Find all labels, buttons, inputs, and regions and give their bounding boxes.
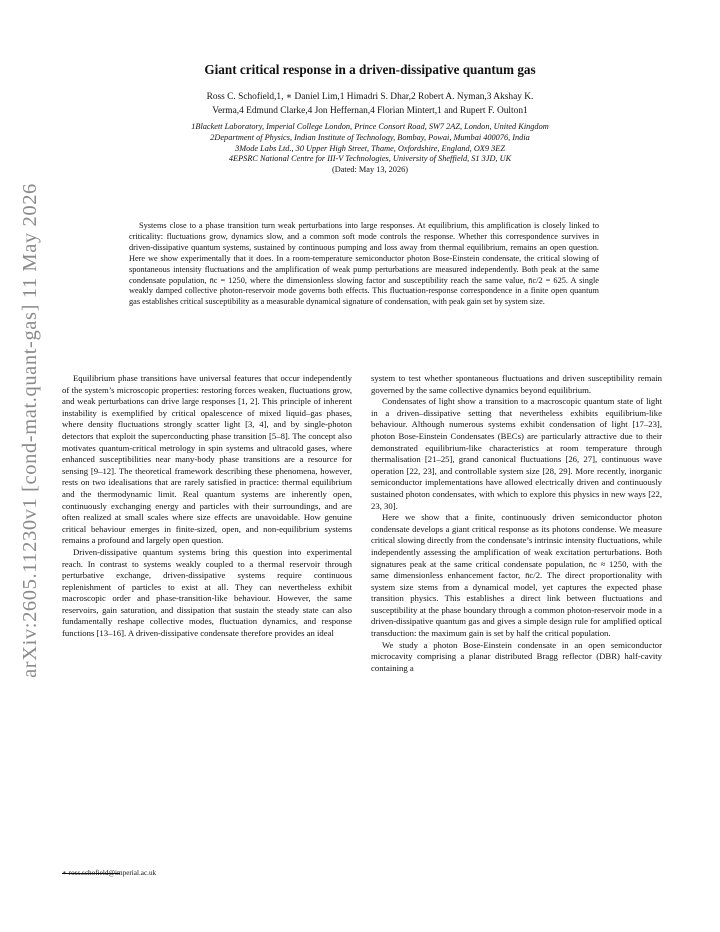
body-column-right	[371, 373, 662, 674]
paper-title: Giant critical response in a driven-dissipative quantum gas	[204, 62, 536, 77]
body-paragraph: Here we show that a finite, continuously driven semiconductor photon condensate develops a giant critical response as its photons condense. We measure critical slowing directly from the condensate’s intrinsic intensity fluctuations, while independently assessing the amplification of weak excitation perturbations. Both signatures peak at the same critical condensate population, n̄c ≈ 1250, with the same dimensionless enhancement factor, n̄c/2. The direct proportionality with system size stems from a dynamical model, yet captures the expected phase transition physics. This establishes a direct link between fluctuations and susceptibility at the phase boundary through a common photon-reservoir mode in a driven-dissipative quantum gas and gives a simple design rule for amplified optical transduction: the maximum gain is set by half the critical population.	[371, 512, 662, 639]
body-paragraph: We study a photon Bose-Einstein condensate in an open semiconductor microcavity comprising a planar distributed Bragg reflector (DBR) half-cavity containing a	[371, 639, 662, 673]
affiliation: 2Department of Physics, Indian Institute of Technology, Bombay, Powai, Mumbai 400076, India	[210, 132, 530, 142]
body-column-left	[62, 373, 352, 640]
affiliation: 3Mode Labs Ltd., 30 Upper High Street, Thame, Oxfordshire, England, OX9 3EZ	[235, 143, 505, 153]
affiliation: 1Blackett Laboratory, Imperial College London, Prince Consort Road, SW7 2AZ, London, United Kingdom	[191, 122, 549, 131]
author-line: Verma,4 Edmund Clarke,4 Jon Heffernan,4 Florian Mintert,1 and Rupert F. Oulton1	[212, 105, 528, 116]
arxiv-identifier-stamp	[12, 180, 48, 680]
body-paragraph: Equilibrium phase transitions have universal features that occur independently of the system’s microscopic properties: restoring forces weaken, fluctuations grow, and weak perturbations can drive large responses [1, 2]. This principle of inherent instability is exemplified by critical opalescence of mixed liquid–gas phases, where density fluctuations strongly scatter light [3, 4], and by single-photon detectors that exploit the superconducting phase transition [5–8]. The concept also motivates quantum-critical metrology in spin systems and ultracold gases, where enhanced susceptibilities near many-body phase transitions are a resource for sensing [9–12]. The theoretical framework describing these phenomena, however, rests on two idealisations that are rarely satisfied in practice: thermal equilibrium and the thermodynamic limit. Real quantum systems are inherently open, continuously exchanging energy and particles with their surroundings, and are often realized at small scales where size effects are unavoidable. How genuine critical behaviour emerges in finite-sized, open, and non-equilibrium systems remains a profound and largely open question.	[62, 373, 352, 546]
affiliation-block	[60, 122, 680, 176]
author-line: Ross C. Schofield,1, ∗ Daniel Lim,1 Himadri S. Dhar,2 Robert A. Nyman,3 Akshay K.	[206, 92, 534, 102]
body-paragraph: Condensates of light show a transition to a macroscopic quantum state of light in a driven–dissipative setting that nevertheless exhibits equilibrium-like behaviour. Although numerous systems exhibit condensation of light [17–23], photon Bose-Einstein Condensates (BECs) are particularly attractive due to their demonstrated equilibrium-like characteristics at room temperature through thermalisation [21–25], grand canonical fluctuations [26, 27], continuous wave operation [22, 23], and controllable system size [28, 29]. More recently, inorganic semiconductor implementations have allowed electrically driven and continuously sustained photon condensates, with which to explore this physics in new ways [22, 23, 30].	[371, 396, 662, 511]
footnote-email: ∗ ross.schofield@imperial.ac.uk	[62, 869, 157, 877]
affiliation: 4EPSRC National Centre for III-V Technologies, University of Sheffield, S1 3JD, UK	[228, 154, 512, 164]
arxiv-identifier-text: arXiv:2605.11230v1 [cond-mat.quant-gas] 11 May 2026	[18, 182, 41, 678]
abstract: Systems close to a phase transition turn weak perturbations into large responses. At equilibrium, this amplification is closely linked to criticality: fluctuations grow, dynamics slow, and a common soft mode controls the response. Whether this correspondence survives in driven-dissipative quantum systems, sustained by continuous pumping and loss away from thermal equilibrium, remains an open question. Here we show experimentally that it does. In a room-temperature semiconductor photon Bose-Einstein condensate, the critical slowing of spontaneous intensity fluctuations and the amplification of weak pump perturbations are measured independently. Both peak at the same condensate population, n̄c = 1250, where the dimensionless slowing factor and susceptibility reach the same value, n̄c/2 = 625. A single weakly damped collective photon-reservoir mode governs both effects. This fluctuation-response correspondence in a finite open quantum gas establishes critical susceptibility as a measurable dynamical signature of condensation, with peak gain set by system size.	[129, 221, 599, 307]
body-paragraph: Driven-dissipative quantum systems bring this question into experimental reach. In contrast to systems weakly coupled to a thermal reservoir through perturbative exchange, driven-dissipative systems require continuous replenishment of particles to exist at all. They can nevertheless exhibit macroscopic order and phase-transition-like behaviour. However, the same reservoirs, gain saturation, and dissipation that sustain the steady state can also fundamentally reshape collective modes, fluctuation dynamics, and response functions [13–16]. A driven-dissipative condensate therefore provides an ideal	[62, 546, 352, 639]
author-list	[120, 91, 620, 118]
dated-line: (Dated: May 13, 2026)	[331, 165, 409, 175]
body-paragraph: system to test whether spontaneous fluctuations and driven susceptibility remain governed by the same collective dynamics beyond equilibrium.	[371, 373, 662, 395]
